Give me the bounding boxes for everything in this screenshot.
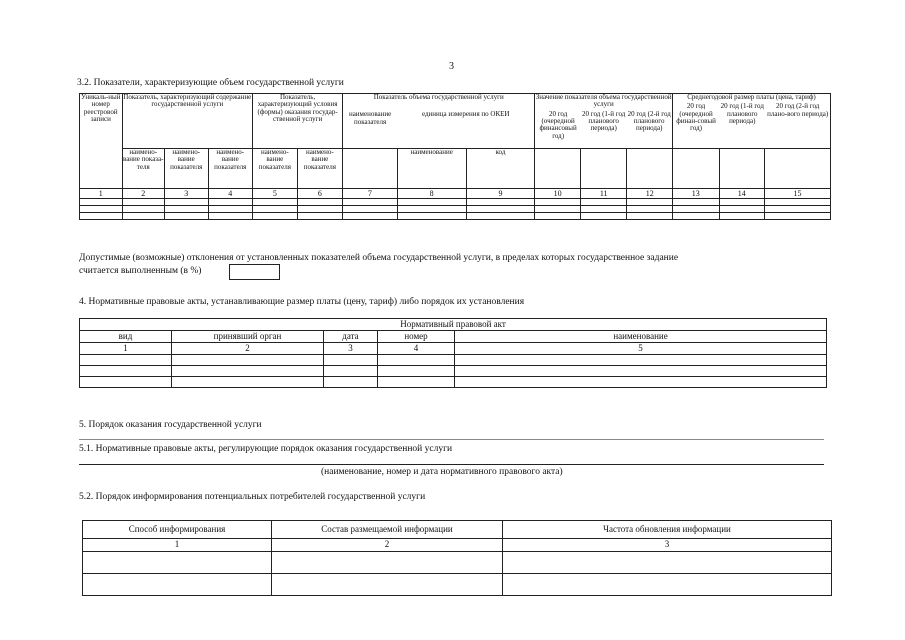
column-content: Состав размещаемой информации: [272, 521, 503, 539]
volume-indicator-name: наименование показателя: [348, 110, 392, 126]
legal-acts-table: [79, 318, 827, 388]
col-number: 2: [172, 343, 324, 355]
col-number: 1: [80, 189, 123, 199]
col-number: 12: [627, 189, 673, 199]
col-number: 8: [397, 189, 466, 199]
col-number: 1: [80, 343, 172, 355]
value-year-3: 20 год (2-й год планового периода): [627, 109, 671, 133]
column-type: вид: [80, 331, 172, 343]
col-number: 13: [672, 189, 719, 199]
value-year-2: 20 год (1-й год планового периода): [582, 109, 626, 133]
table-row: [80, 366, 827, 377]
fee-title: Среднегодовой размер платы (цена, тариф): [687, 93, 816, 101]
col-number: 1: [83, 539, 272, 552]
col-number: 3: [324, 343, 378, 355]
header-volume-indicator: [343, 94, 535, 149]
volume-indicators-table: [79, 93, 831, 220]
col-number: 10: [535, 189, 581, 199]
col-number: 4: [208, 189, 253, 199]
volume-indicator-title: Показатель объема государственной услуги: [373, 93, 504, 101]
table-row: [83, 574, 832, 596]
fee-year-2: 20 год (1-й год планового периода): [720, 102, 764, 126]
header-unique-number: Уникаль-ный номер реестровой записи: [80, 94, 123, 189]
fee-year-1: 20 год (очередной финан-совый год): [676, 102, 716, 133]
deviation-text-line-2: считается выполненным (в %): [79, 266, 202, 276]
col-number: 3: [165, 189, 209, 199]
section-4-title: 4. Нормативные правовые акты, устанавливающие размер платы (цену, тариф) либо порядок их установления: [79, 297, 525, 307]
col-number: 2: [272, 539, 503, 552]
value-year-1: 20 год (очередной финансовый год): [539, 109, 577, 140]
header-conditions-indicator: Показатель, характеризующий условия (формы) оказания государ-ственной услуги: [253, 94, 343, 149]
col-number: 5: [253, 189, 298, 199]
deviation-text-line-1: Допустимые (возможные) отклонения от установленных показателей объема государственной услуги, в пределах которых государственное задание: [79, 253, 679, 263]
col-number: 11: [580, 189, 627, 199]
table-row: [80, 377, 827, 388]
sub-header-4: наимено-вание показателя: [253, 149, 298, 189]
table-row: [83, 552, 832, 574]
column-method: Способ информирования: [83, 521, 272, 539]
section-5-title: 5. Порядок оказания государственной услуги: [79, 420, 262, 430]
sub-header-5: наимено-вание показателя: [297, 149, 343, 189]
page-number: 3: [449, 61, 454, 72]
informing-table: [82, 520, 832, 596]
header-content-indicator: Показатель, характеризующий содержание государственной услуги: [122, 94, 253, 149]
col-number: 6: [297, 189, 343, 199]
deviation-percent-field[interactable]: [229, 264, 280, 280]
col-number: 2: [122, 189, 165, 199]
sub-header-1: наимено-вание показа-теля: [122, 149, 165, 189]
col-number: 14: [719, 189, 765, 199]
values-title: Значение показателя объема государственной услуги: [535, 93, 672, 109]
sub-header-2: наимено-вание показателя: [165, 149, 209, 189]
section-5-2-title: 5.2. Порядок информирования потенциальных потребителей государственной услуги: [79, 492, 426, 502]
sub-header-3: наимено-вание показателя: [208, 149, 253, 189]
col-number: 3: [503, 539, 832, 552]
col-number: 15: [765, 189, 831, 199]
column-number: номер: [378, 331, 455, 343]
table-row: [80, 199, 831, 206]
column-name: наименование: [455, 331, 827, 343]
column-frequency: Частота обновления информации: [503, 521, 832, 539]
col-number: 4: [378, 343, 455, 355]
legal-act-note: (наименование, номер и дата нормативного правового акта): [321, 467, 563, 477]
unit-okei: единица измерения по ОКЕИ: [421, 110, 510, 119]
divider: [79, 464, 824, 465]
header-fee: [672, 94, 830, 149]
table-row: [80, 213, 831, 220]
section-5-1-title: 5.1. Нормативные правовые акты, регулирующие порядок оказания государственной услуги: [79, 444, 453, 454]
column-date: дата: [324, 331, 378, 343]
col-number: 7: [343, 189, 398, 199]
table-row: [80, 206, 831, 213]
column-authority: принявший орган: [172, 331, 324, 343]
col-number: 5: [455, 343, 827, 355]
col-number: 9: [466, 189, 535, 199]
header-values: [535, 94, 673, 149]
divider: [79, 439, 824, 440]
unit-name-header: наименование: [397, 149, 466, 189]
table-row: [80, 355, 827, 366]
legal-act-header: Нормативный правовой акт: [80, 319, 827, 331]
fee-year-3: 20 год (2-й год плано-вого периода): [767, 102, 829, 118]
unit-code-header: код: [466, 149, 535, 189]
section-3-2-title: 3.2. Показатели, характеризующие объем государственной услуги: [77, 78, 344, 88]
